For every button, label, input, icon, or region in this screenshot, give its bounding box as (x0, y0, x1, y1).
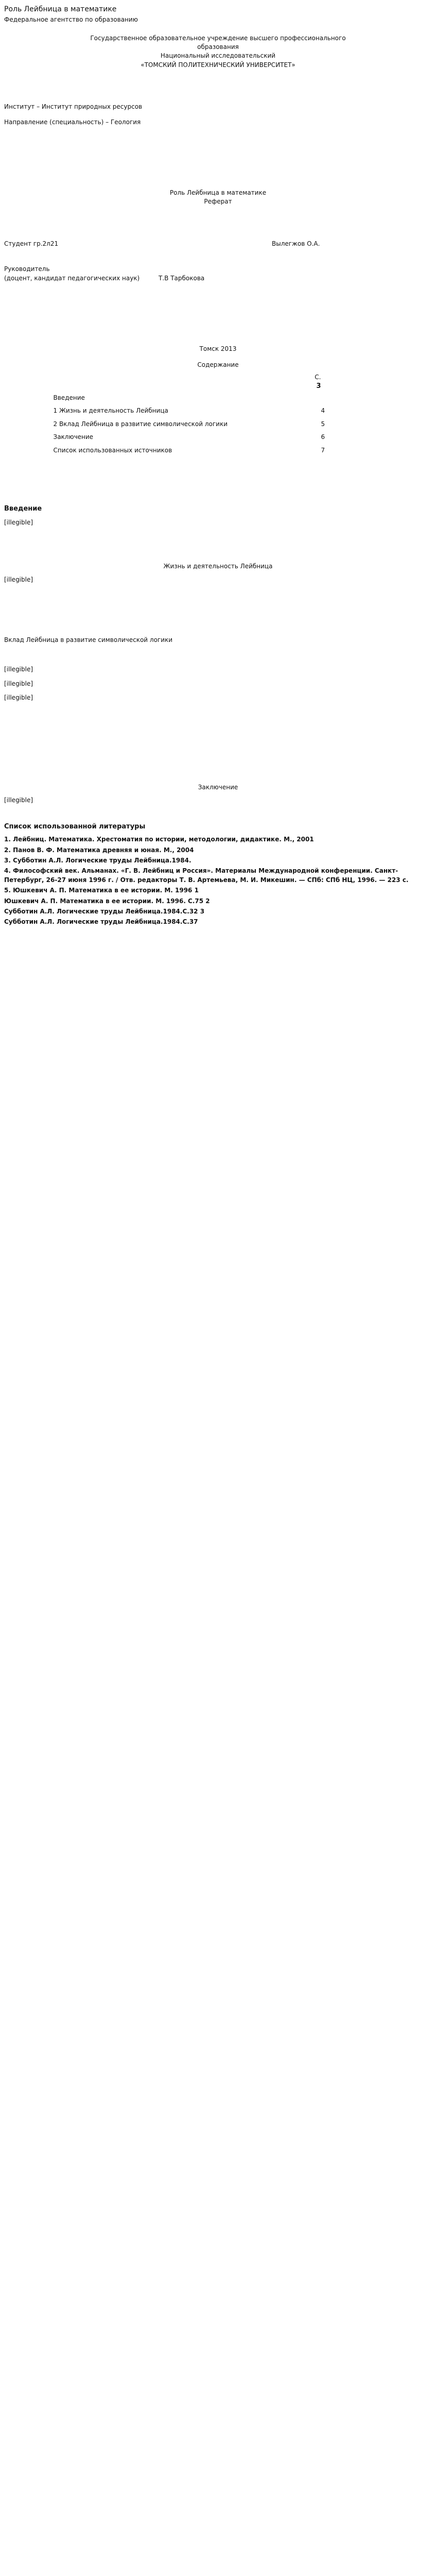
direction-line: Направление (специальность) – Геология (4, 118, 141, 126)
spacer (4, 649, 432, 665)
city-year: Томск 2013 (199, 345, 237, 352)
life-paragraph: [illegible] (4, 575, 33, 583)
bibliography-item: 5. Юшкевич А. П. Математика в ее истории. М. 1996 1 (4, 887, 199, 894)
bibliography-item: 1. Лейбниц. Математика. Хрестоматия по истории, методологии, дидактике. М., 2001 (4, 836, 314, 843)
toc-item-page (309, 392, 383, 404)
spacer (4, 283, 432, 345)
institution-line-4: «ТОМСКИЙ ПОЛИТЕХНИЧЕСКИЙ УНИВЕРСИТЕТ» (141, 61, 295, 69)
intro-paragraph: [illegible] (4, 518, 33, 526)
institution-line-2: образования (197, 43, 239, 51)
bibliography-item: 2. Панов В. Ф. Математика древняя и юная. М., 2004 (4, 846, 194, 854)
bibliography-item: Юшкевич А. П. Математика в ее истории. М. 1996. С.75 2 (4, 897, 210, 905)
bibliography-item: Субботин А.Л. Логические труды Лейбница.1984.С.32 3 (4, 907, 205, 915)
spacer (4, 708, 432, 770)
spacer (4, 248, 432, 265)
intro-title: Введение (4, 504, 42, 513)
toc-item-label: Список использованных источников (53, 446, 172, 454)
logic-paragraph: [illegible] (4, 694, 33, 702)
institution-line-3: Национальный исследовательский (160, 52, 276, 60)
agency-line: Федеральное агентство по образованию (4, 16, 138, 24)
toc-item-page: 5 (321, 420, 325, 428)
toc-item-page: 4 (321, 407, 325, 415)
student-row (4, 240, 432, 248)
toc-item-label: 2 Вклад Лейбница в развитие символической логики (53, 420, 228, 428)
toc-table (54, 392, 383, 457)
toc-row (54, 431, 383, 444)
toc-item-label: 1 Жизнь и деятельность Лейбница (53, 407, 168, 415)
table-of-contents (54, 361, 383, 457)
conclusion-paragraph: [illegible] (4, 796, 33, 804)
spacer (4, 70, 432, 103)
bibliography-title: Список использованной литературы (4, 823, 146, 831)
toc-item-page: 6 (321, 433, 325, 441)
toc-first-page: 3 (316, 382, 321, 391)
bibliography-item: 4. Философский век. Альманах. «Г. В. Лейбниц и Россия». Материалы Международной конференции. Санкт-Петербург, 26-27 июня 1996 г. / Отв. редакторы Т. В. Артемьева, М. И. Микешин. — СПб: СПб НЦ, 1996. — 223 с. (4, 867, 409, 884)
spacer (4, 127, 432, 189)
bibliography-item: Субботин А.Л. Логические труды Лейбница.1984.С.37 (4, 918, 198, 926)
toc-item-label: Заключение (53, 433, 94, 441)
supervisor-label: Руководитель (4, 265, 50, 273)
work-title: Роль Лейбница в математике (169, 189, 267, 197)
institution-block (4, 34, 432, 70)
student-label: Студент гр.2л21 (4, 240, 59, 247)
spacer (4, 810, 432, 817)
toc-item-page: 7 (321, 446, 325, 454)
spacer (4, 532, 432, 549)
spacer (4, 207, 432, 240)
spacer (4, 353, 432, 361)
work-type: Реферат (204, 198, 232, 206)
institute-info (4, 103, 432, 127)
toc-row (54, 392, 383, 404)
toc-item-label: Введение (53, 394, 85, 401)
student-name: Вылегжов О.А. (272, 240, 320, 247)
supervisor-name: Т.В Тарбокова (159, 274, 205, 282)
institute-line: Институт – Институт природных ресурсов (4, 103, 143, 111)
toc-row (54, 444, 383, 457)
institution-line-1: Государственное образовательное учреждение высшего профессионального (90, 34, 346, 42)
logic-paragraph: [illegible] (4, 666, 33, 673)
supervisor-rank: (доцент, кандидат педагогических наук) (4, 274, 140, 282)
bibliography (4, 822, 432, 926)
toc-row (54, 404, 383, 417)
bibliography-item: 3. Субботин А.Л. Логические труды Лейбница.1984. (4, 856, 191, 864)
spacer (4, 457, 432, 490)
supervisor-block (4, 265, 432, 283)
logic-paragraph: [illegible] (4, 680, 33, 687)
toc-page-col: С. (315, 373, 321, 381)
logic-title: Вклад Лейбница в развитие символической логики (4, 636, 173, 643)
toc-heading: Содержание (197, 361, 239, 369)
document-title: Роль Лейбница в математике (4, 5, 117, 13)
spacer (4, 589, 432, 622)
work-title-block (4, 189, 432, 207)
conclusion-title: Заключение (198, 783, 238, 791)
life-title: Жизнь и деятельность Лейбница (163, 563, 273, 570)
toc-row (54, 418, 383, 431)
